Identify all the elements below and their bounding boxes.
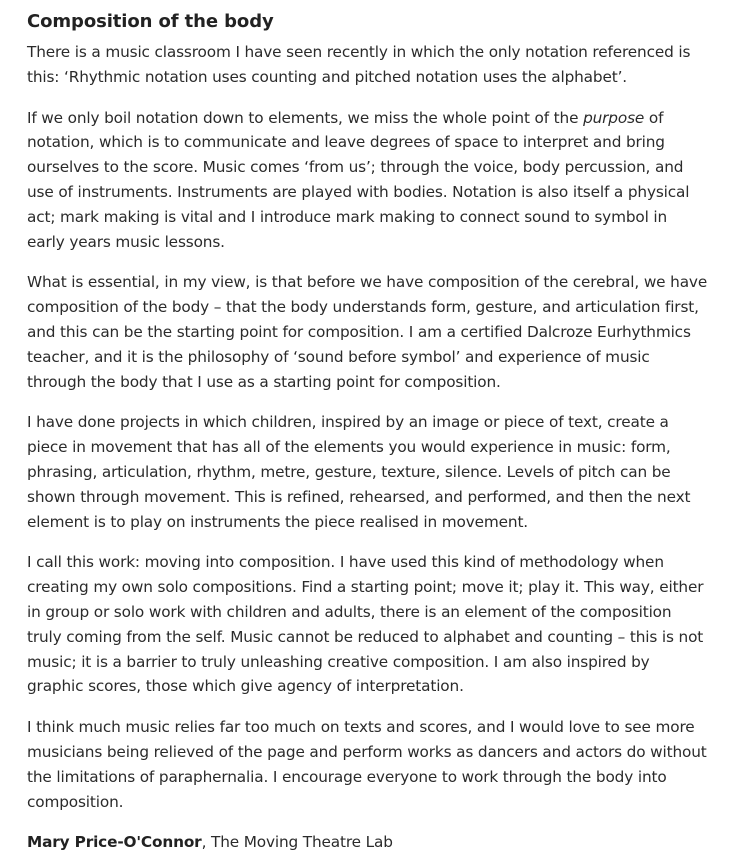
paragraph-2: [27, 106, 709, 255]
paragraph-2-end: of notation, which is to communicate and leave degrees of space to interpret and bring ourselves to the score. Music comes ‘from us’; through the voice, body percussion, and use of instruments. Instruments are played with bodies. Notation is also itself a physical act; mark making is vital and I introduce mark making to connect sound to symbol in early years music lessons.: [27, 108, 690, 251]
paragraph-5: I call this work: moving into composition. I have used this kind of methodology when creating my own solo compositions. Find a starting point; move it; play it. This way, either in group or solo work with children and adults, there is an element of the composition truly coming from the self. Music cannot be reduced to alphabet and counting – this is not music; it is a barrier to truly unleashing creative composition. I am also inspired by graphic scores, those which give agency of interpretation.: [27, 553, 704, 696]
author-affiliation: , The Moving Theatre Lab: [201, 833, 393, 852]
paragraph-6: I think much music relies far too much on texts and scores, and I would love to see more musicians being relieved of the page and perform works as dancers and actors do without the limitations of paraphernalia. I encourage everyone to work through the body into composition.: [27, 718, 707, 811]
paragraph-3: What is essential, in my view, is that before we have composition of the cerebral, we have composition of the body – that the body understands form, gesture, and articulation first, and this can be the starting point for composition. I am a certified Dalcroze Eurhythmics teacher, and it is the philosophy of ‘sound before symbol’ and experience of music through the body that I use as a starting point for composition.: [27, 273, 708, 391]
emphasis-purpose: purpose: [583, 108, 645, 127]
paragraph-4: I have done projects in which children, inspired by an image or piece of text, create a piece in movement that has all of the elements you would experience in music: form, phrasing, articulation, rhythm, metre, gesture, texture, silence. Levels of pitch can be shown through movement. This is refined, rehearsed, and performed, and then the next element is to play on instruments the piece realised in movement.: [27, 413, 691, 531]
signature: [27, 830, 709, 855]
article-title: Composition of the body: [27, 11, 274, 32]
paragraph-2-start: If we only boil notation down to elements, we miss the whole point of the: [27, 108, 584, 127]
paragraph-1: There is a music classroom I have seen recently in which the only notation referenced is this: ‘Rhythmic notation uses counting and pitched notation uses the alphabet’.: [27, 43, 691, 86]
author-name: Mary Price-O'Connor: [27, 833, 202, 852]
